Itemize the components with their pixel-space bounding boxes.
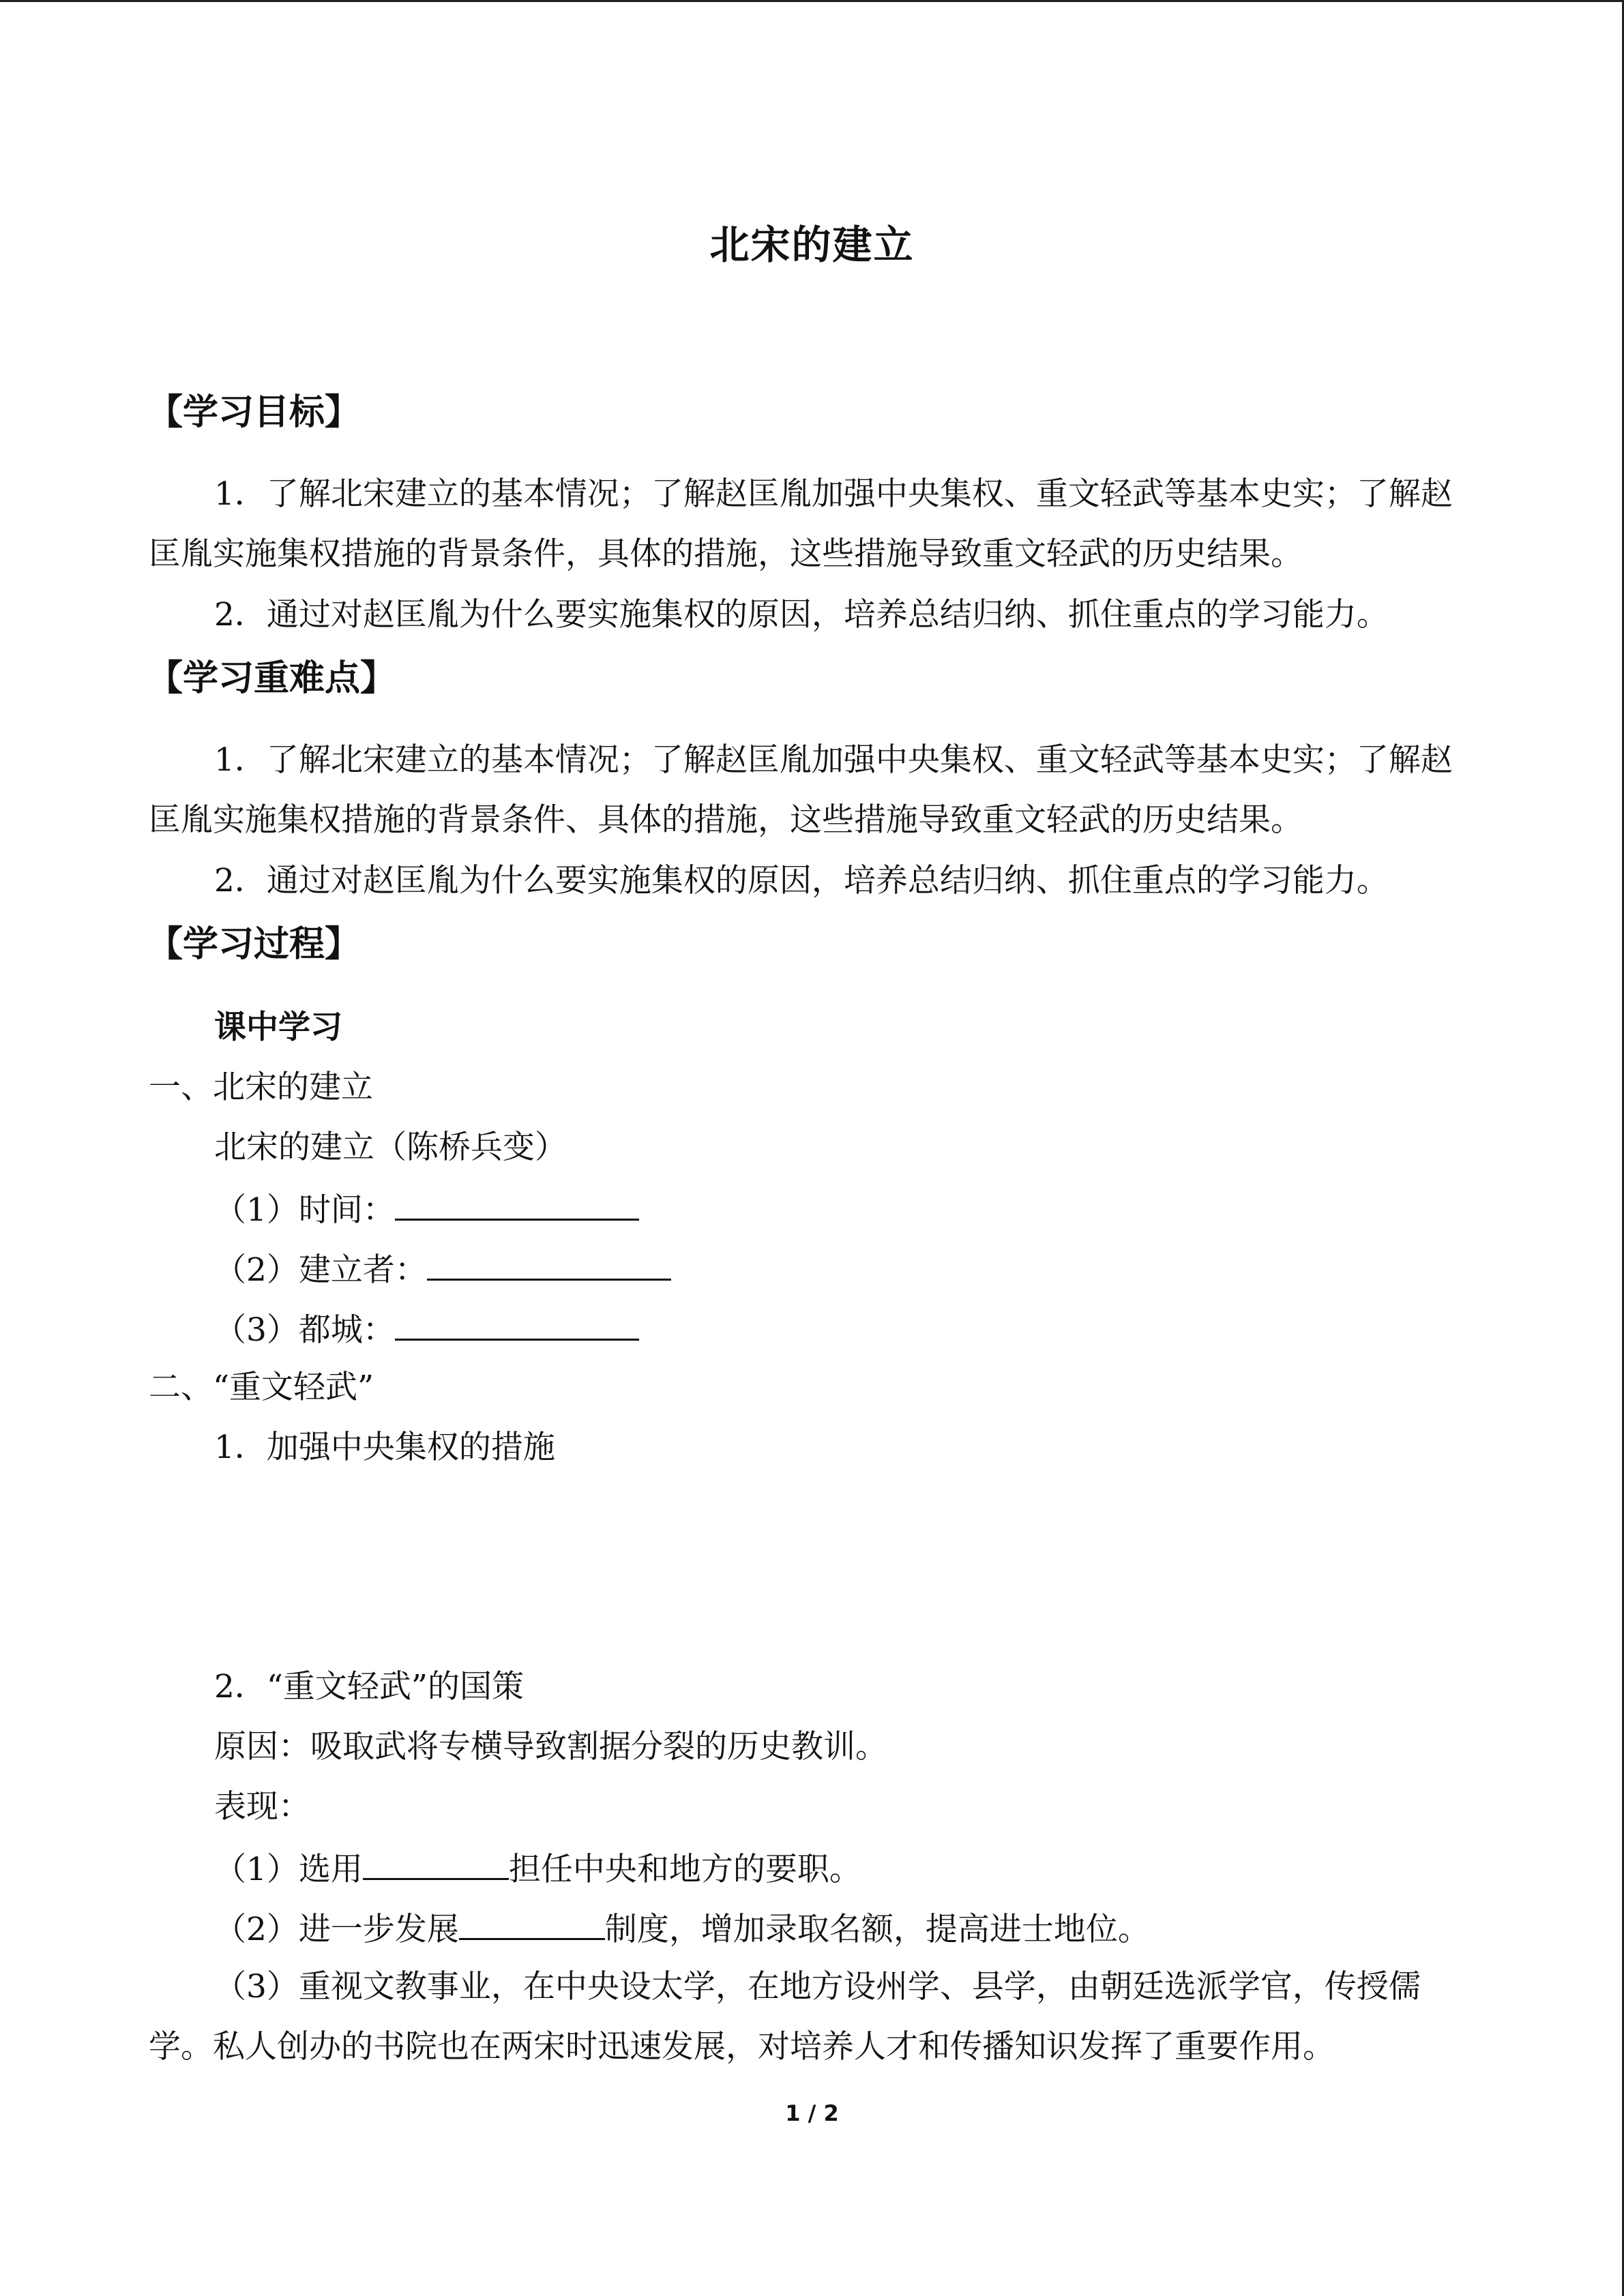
question-founder-label: （2）建立者： bbox=[214, 1251, 427, 1289]
manifestation-1 bbox=[214, 1847, 1551, 1890]
answer-blank-officials[interactable] bbox=[363, 1847, 509, 1880]
goal-item-1-line-1: 1．了解北宋建立的基本情况；了解赵匡胤加强中央集权、重文轻武等基本史实；了解赵 bbox=[214, 475, 1453, 513]
page-number: 1 / 2 bbox=[785, 2100, 839, 2126]
key-point-item-2: 2．通过对赵匡胤为什么要实施集权的原因，培养总结归纳、抓住重点的学习能力。 bbox=[214, 862, 1389, 899]
answer-blank-capital[interactable] bbox=[395, 1307, 639, 1341]
manifestation-3-line-1: （3）重视文教事业，在中央设太学，在地方设州学、县学，由朝廷选派学官，传授儒 bbox=[214, 1968, 1421, 2006]
section-heading-process: 【学习过程】 bbox=[147, 924, 361, 965]
page-top-border bbox=[0, 0, 1624, 2]
answer-blank-system[interactable] bbox=[459, 1907, 605, 1940]
subheading-in-class: 课中学习 bbox=[214, 1009, 342, 1046]
question-founder bbox=[214, 1247, 1551, 1291]
reason-text: 原因：吸取武将专横导致割据分裂的历史教训。 bbox=[214, 1728, 887, 1765]
manifestation-3-line-2: 学。私人创办的书院也在两宋时迅速发展，对培养人才和传播知识发挥了重要作用。 bbox=[149, 2028, 1335, 2066]
part-2-title: 二、“重文轻武” bbox=[149, 1369, 374, 1406]
question-capital-label: （3）都城： bbox=[214, 1311, 395, 1349]
part-1-subtitle: 北宋的建立（陈桥兵变） bbox=[214, 1129, 567, 1166]
goal-item-1-line-2: 匡胤实施集权措施的背景条件，具体的措施，这些措施导致重文轻武的历史结果。 bbox=[149, 535, 1303, 573]
key-point-item-1-line-1: 1．了解北宋建立的基本情况；了解赵匡胤加强中央集权、重文轻武等基本史实；了解赵 bbox=[214, 741, 1453, 779]
document-title: 北宋的建立 bbox=[709, 222, 915, 268]
manifestation-label: 表现： bbox=[214, 1788, 310, 1825]
manifestation-2 bbox=[214, 1907, 1551, 1950]
answer-blank-time[interactable] bbox=[395, 1187, 639, 1221]
part-2-item-1: 1．加强中央集权的措施 bbox=[214, 1429, 555, 1466]
answer-blank-founder[interactable] bbox=[427, 1247, 671, 1281]
manifestation-2-after: 制度，增加录取名额，提高进士地位。 bbox=[604, 1911, 1150, 1948]
part-2-item-2: 2．“重文轻武”的国策 bbox=[214, 1668, 524, 1705]
section-heading-key-points: 【学习重难点】 bbox=[147, 658, 396, 699]
question-time-label: （1）时间： bbox=[214, 1191, 395, 1229]
question-capital bbox=[214, 1307, 1551, 1351]
goal-item-2: 2．通过对赵匡胤为什么要实施集权的原因，培养总结归纳、抓住重点的学习能力。 bbox=[214, 596, 1389, 633]
manifestation-1-after: 担任中央和地方的要职。 bbox=[508, 1851, 861, 1888]
section-heading-goals: 【学习目标】 bbox=[147, 392, 361, 433]
part-1-title: 一、北宋的建立 bbox=[149, 1069, 373, 1106]
key-point-item-1-line-2: 匡胤实施集权措施的背景条件、具体的措施，这些措施导致重文轻武的历史结果。 bbox=[149, 801, 1303, 839]
manifestation-2-before: （2）进一步发展 bbox=[214, 1911, 459, 1948]
manifestation-1-before: （1）选用 bbox=[214, 1851, 363, 1888]
question-time bbox=[214, 1187, 1551, 1231]
